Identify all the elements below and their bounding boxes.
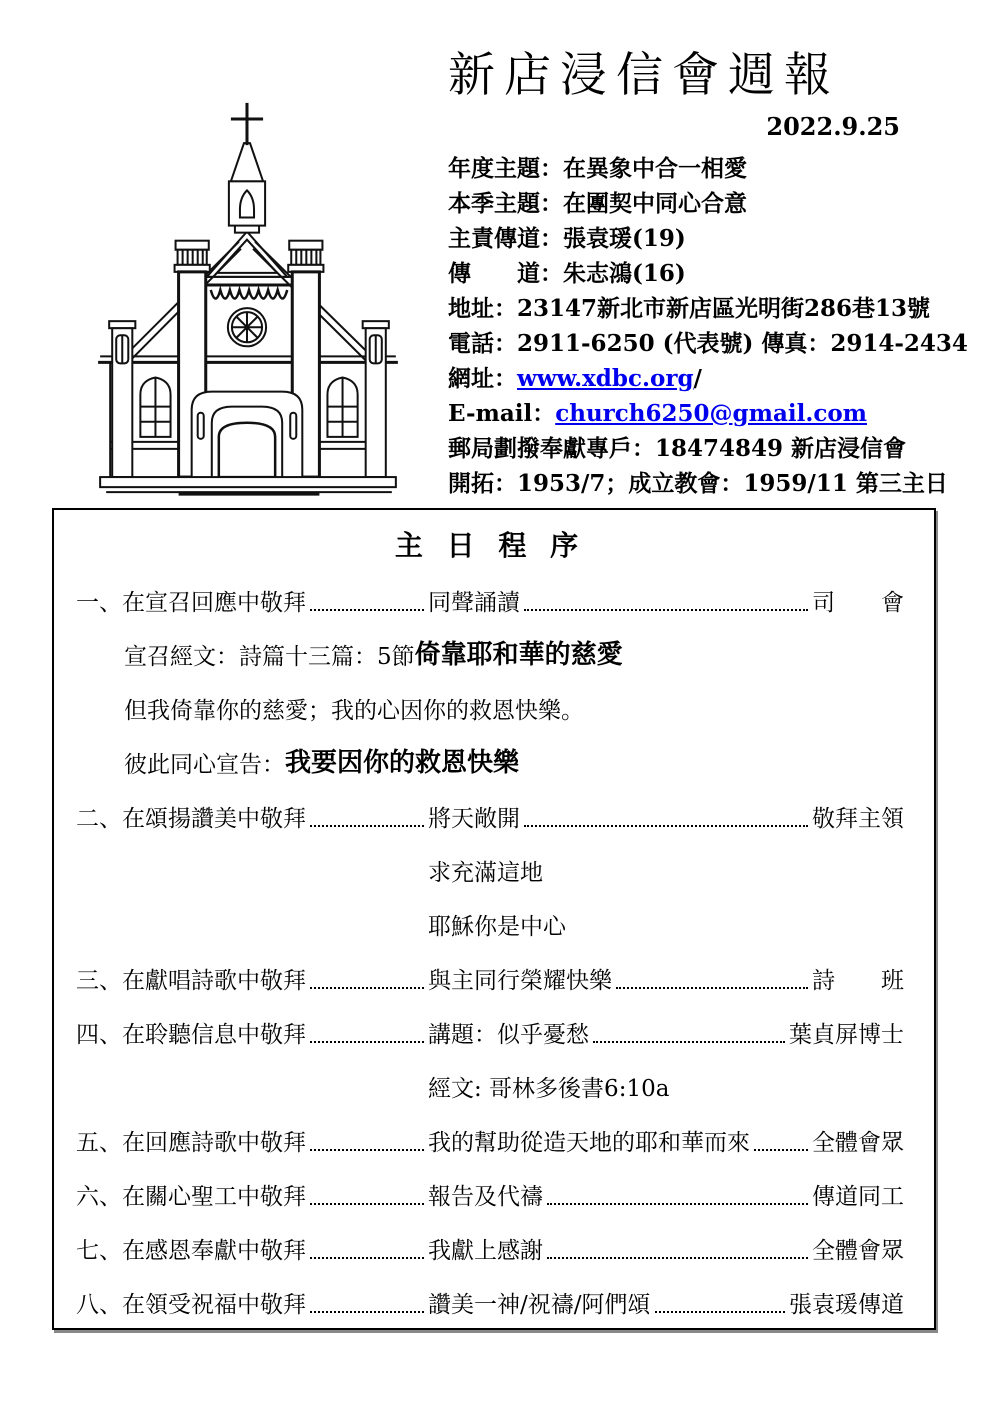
dot-leader <box>310 825 424 827</box>
item-content: 讚美一神/祝禱/阿們頌 <box>428 1292 651 1318</box>
scripture-verse-line: 但我倚靠你的慈愛；我的心因你的救恩快樂。 <box>124 698 584 724</box>
item-content: 講題：似乎憂愁 <box>428 1022 589 1048</box>
declaration-text: 我要因你的救恩快樂 <box>285 748 520 778</box>
item-leader: 傳道同工 <box>812 1184 904 1210</box>
program-title: 主 日 程 序 <box>394 529 586 562</box>
dot-leader <box>310 1203 424 1205</box>
masthead <box>448 44 968 501</box>
dot-leader <box>655 1311 786 1313</box>
item-content: 報告及代禱 <box>428 1184 543 1210</box>
dot-leader <box>616 987 808 989</box>
email-label: E-mail： <box>448 400 556 427</box>
dot-leader <box>524 609 808 611</box>
item-leader: 詩 班 <box>812 968 904 994</box>
item-label: 四、在聆聽信息中敬拜 <box>76 1022 306 1048</box>
program-item-8 <box>76 1274 904 1328</box>
item-label: 三、在獻唱詩歌中敬拜 <box>76 968 306 994</box>
dot-leader <box>547 1203 808 1205</box>
item-leader: 全體會眾 <box>812 1130 904 1156</box>
item-leader: 敬拜主領 <box>812 806 904 832</box>
dot-leader <box>310 1311 424 1313</box>
issue-date: 2022.9.25 <box>766 112 900 141</box>
dot-leader <box>547 1257 808 1259</box>
season-theme: 本季主題：在團契中同心合意 <box>448 190 747 217</box>
item-label: 一、在宣召回應中敬拜 <box>76 590 306 616</box>
year-theme: 年度主題：在異象中合一相愛 <box>448 155 747 182</box>
website-label: 網址： <box>448 365 517 392</box>
founded-line: 開拓：1953/7；成立教會：1959/11 第三主日 <box>448 470 948 497</box>
website-link[interactable]: www.xdbc.org <box>517 365 694 392</box>
item-label: 二、在頌揚讚美中敬拜 <box>76 806 306 832</box>
song-line: 耶穌你是中心 <box>428 914 566 940</box>
email-link[interactable]: church6250@gmail.com <box>555 400 868 427</box>
item-leader: 葉貞屏博士 <box>789 1022 904 1048</box>
sunday-program-box <box>52 508 936 1330</box>
item-leader: 司 會 <box>812 590 904 616</box>
item-content: 同聲誦讀 <box>428 590 520 616</box>
item-leader: 張袁瑗傳道 <box>789 1292 904 1318</box>
program-item-6 <box>76 1166 904 1220</box>
program-item-2 <box>76 788 904 842</box>
dot-leader <box>754 1149 808 1151</box>
page-title: 新店浸信會週報 <box>448 48 840 103</box>
dot-leader <box>310 1041 424 1043</box>
dot-leader <box>310 1149 424 1151</box>
pastor-in-charge: 主責傳道：張袁瑗(19) <box>448 225 686 252</box>
call-scripture-prefix: 宣召經文：詩篇十三篇：5節 <box>124 644 415 670</box>
item-label: 八、在領受祝福中敬拜 <box>76 1292 306 1318</box>
address: 地址：23147新北市新店區光明街286巷13號 <box>448 295 931 322</box>
program-item-4 <box>76 1004 904 1058</box>
minister: 傳 道：朱志鴻(16) <box>448 260 686 287</box>
item-label: 七、在感恩奉獻中敬拜 <box>76 1238 306 1264</box>
dot-leader <box>593 1041 785 1043</box>
item-label: 五、在回應詩歌中敬拜 <box>76 1130 306 1156</box>
dot-leader <box>524 825 808 827</box>
email-line <box>448 396 936 431</box>
call-scripture-line <box>76 626 904 680</box>
declaration-prefix: 彼此同心宣告： <box>124 752 285 778</box>
sermon-scripture-line: 經文: 哥林多後書6:10a <box>428 1076 670 1102</box>
program-item-7 <box>76 1220 904 1274</box>
dot-leader <box>310 1257 424 1259</box>
item-content: 與主同行榮耀快樂 <box>428 968 612 994</box>
item-label: 六、在關心聖工中敬拜 <box>76 1184 306 1210</box>
church-line-drawing-icon <box>78 92 420 496</box>
program-item-5 <box>76 1112 904 1166</box>
program-item-3 <box>76 950 904 1004</box>
item-content: 將天敞開 <box>428 806 520 832</box>
postal-account: 郵局劃撥奉獻專戶：18474849 新店浸信會 <box>448 435 907 462</box>
declaration-line <box>76 734 904 788</box>
call-scripture-title: 倚靠耶和華的慈愛 <box>414 640 623 670</box>
dot-leader <box>310 609 424 611</box>
song-line: 求充滿這地 <box>428 860 543 886</box>
item-content: 我獻上感謝 <box>428 1238 543 1264</box>
website-line <box>448 361 936 396</box>
dot-leader <box>310 987 424 989</box>
phone-fax: 電話：2911-6250 (代表號) 傳真：2914-2434 <box>448 330 968 357</box>
item-content: 我的幫助從造天地的耶和華而來 <box>428 1130 750 1156</box>
church-info-block <box>448 151 968 501</box>
website-suffix: / <box>693 365 702 392</box>
item-leader: 全體會眾 <box>812 1238 904 1264</box>
program-item-1 <box>76 572 904 626</box>
